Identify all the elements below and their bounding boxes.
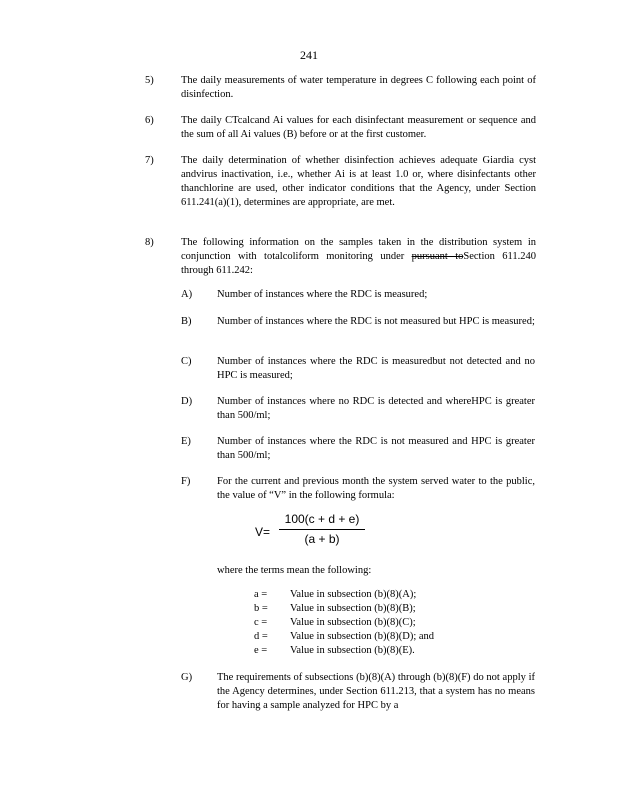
subitem-letter: F): [181, 476, 191, 487]
term-row: [254, 616, 514, 630]
item-number: 5): [145, 75, 154, 86]
term-row: [254, 588, 514, 602]
term-def: Value in subsection (b)(8)(C);: [290, 617, 416, 628]
subitem-text: Number of instances where the RDC is not measured but HPC is measured;: [217, 316, 535, 327]
term-var: e =: [254, 645, 268, 656]
term-row: [254, 644, 514, 658]
term-row: [254, 602, 514, 616]
subitem-letter: A): [181, 289, 193, 300]
term-def: Value in subsection (b)(8)(A);: [290, 589, 417, 600]
subitem-letter: G): [181, 672, 193, 683]
item-number: 7): [145, 155, 154, 166]
term-definitions: [254, 588, 514, 658]
term-def: Value in subsection (b)(8)(B);: [290, 603, 416, 614]
term-var: b =: [254, 603, 268, 614]
item-text: The daily CTcalcand Ai values for each disinfectant measurement or sequence and the sum of all Ai values (B) before or at the first customer.: [181, 115, 536, 140]
term-var: a =: [254, 589, 268, 600]
item-text-after: Section 611.240 through 611.242:: [181, 251, 537, 276]
subitem-text: For the current and previous month the system served water to the public, the value of “V” in the following formula:: [217, 476, 535, 501]
formula-lhs: V=: [255, 525, 271, 539]
term-def: Value in subsection (b)(8)(E).: [290, 645, 415, 656]
formula-denominator: (a + b): [304, 532, 340, 546]
term-var: c =: [254, 617, 268, 628]
subitem-text: Number of instances where the RDC is not measured and HPC is greater than 500/ml;: [217, 436, 535, 461]
subitem-text: The requirements of subsections (b)(8)(A) through (b)(8)(F) do not apply if the Agency determines, under Section 611.213, that a system has no means for having a sample analyzed for HPC by a: [217, 672, 535, 711]
term-var: d =: [254, 631, 268, 642]
formula-numerator: 100(c + d + e): [284, 512, 360, 526]
item-text: [181, 236, 536, 278]
struck-text: pursuant to: [411, 251, 464, 262]
item-number: 6): [145, 115, 154, 126]
term-def: Value in subsection (b)(8)(D); and: [290, 631, 435, 642]
item-text-before: The following information on the samples taken in the distribution system in conjunction with totalcoliform monitoring under: [181, 237, 536, 262]
item-number: 8): [145, 237, 154, 248]
subitem-letter: C): [181, 356, 192, 367]
subitem-text: Number of instances where the RDC is measured;: [217, 289, 428, 300]
subitem-letter: D): [181, 396, 193, 407]
page-number: 241: [300, 48, 318, 62]
fraction-bar: [279, 529, 365, 530]
term-row: [254, 630, 514, 644]
v-formula: [255, 512, 365, 552]
subitem-text: Number of instances where no RDC is detected and whereHPC is greater than 500/ml;: [217, 396, 535, 421]
item-text: The daily measurements of water temperature in degrees C following each point of disinfection.: [181, 75, 536, 100]
subitem-text: Number of instances where the RDC is measuredbut not detected and no HPC is measured;: [217, 356, 535, 381]
subitem-letter: B): [181, 316, 192, 327]
where-text: where the terms mean the following:: [217, 565, 372, 576]
subitem-letter: E): [181, 436, 191, 447]
item-text: The daily determination of whether disinfection achieves adequate Giardia cyst andvirus inactivation, i.e., whether Ai is at least 1.0 or, where disinfectants other thanchlorine are used, other indicator conditions that the Agency, under Section 611.241(a)(1), determines are appropriate, are met.: [181, 155, 536, 208]
